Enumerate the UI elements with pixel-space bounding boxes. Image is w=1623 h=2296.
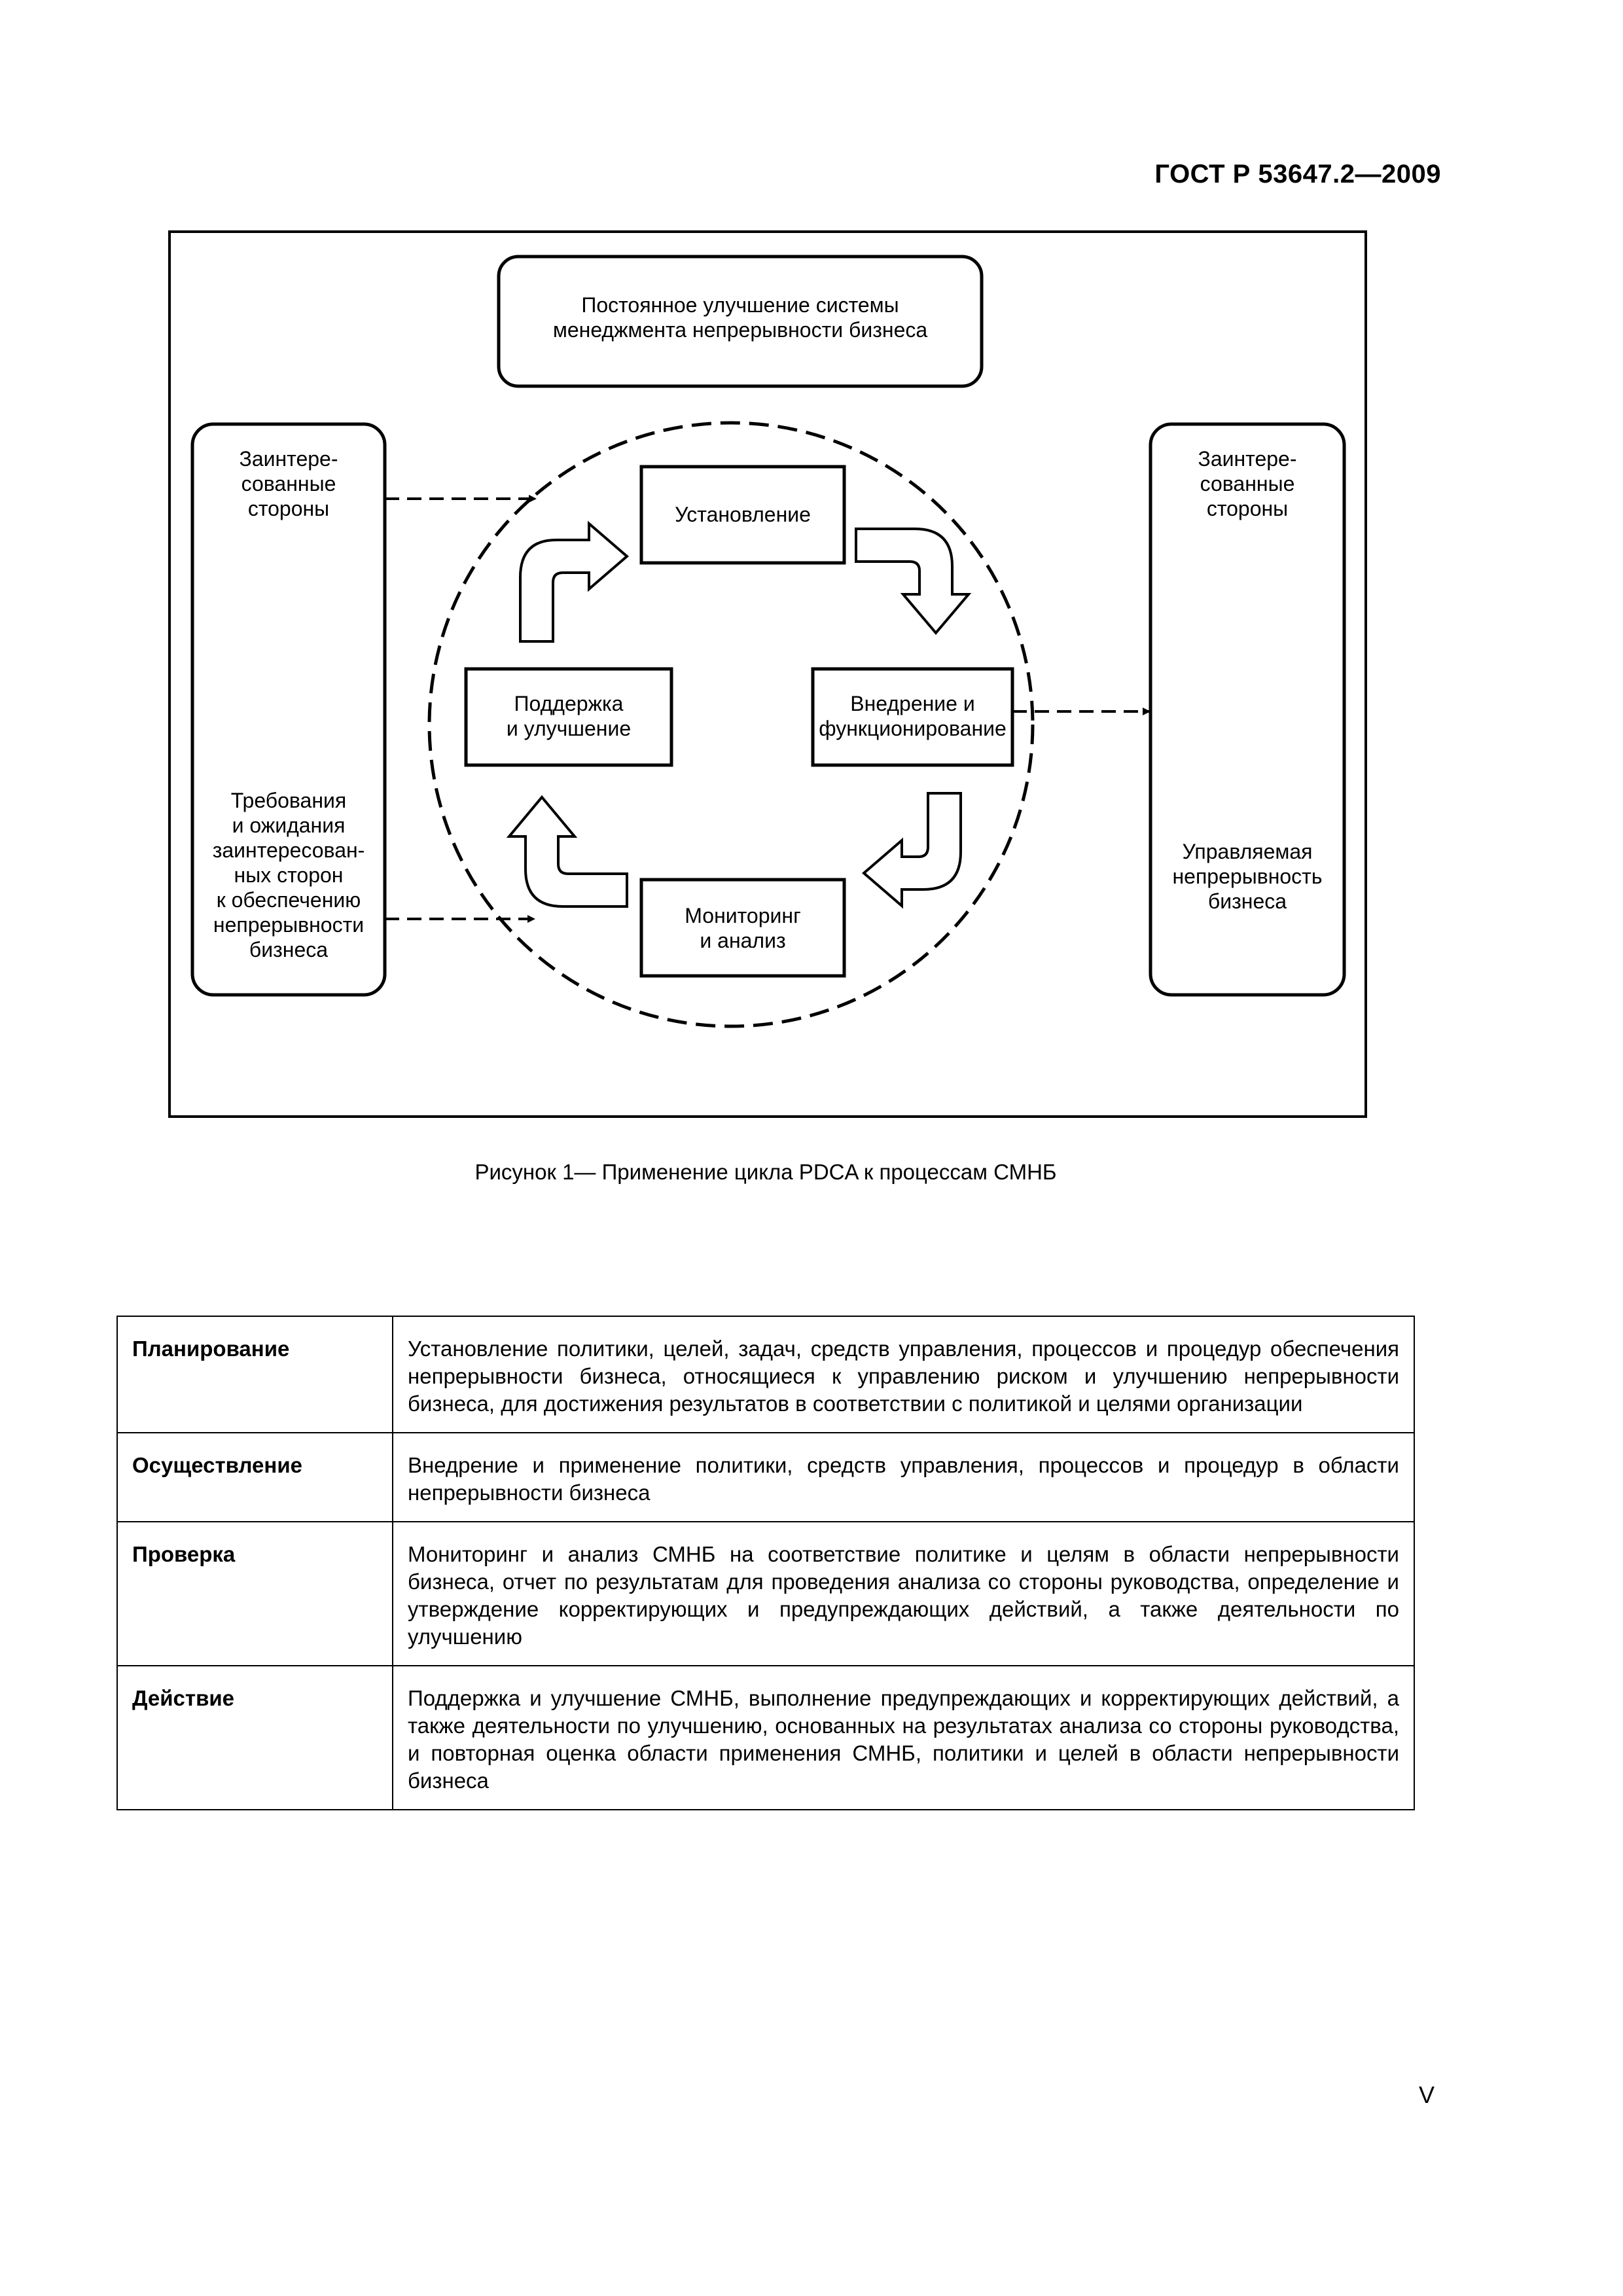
stage-name: Действие: [117, 1666, 393, 1810]
stage-description: Внедрение и применение политики, средств управления, процессов и процедур в области непрерывности бизнеса: [393, 1433, 1414, 1522]
stage-name: Проверка: [117, 1522, 393, 1666]
right-panel-top-label: Заинтере- сованные стороны: [1198, 447, 1297, 520]
table-row: [117, 1522, 1414, 1666]
page-number: V: [1418, 2081, 1435, 2108]
cycle-arrow-act-to-plan: [520, 524, 627, 641]
do-label: Внедрение и функционирование: [819, 692, 1007, 740]
right-panel-bottom-label: Управляемая непрерывность бизнеса: [1172, 840, 1323, 913]
figure-caption: Рисунок 1— Применение цикла PDCA к процессам СМНБ: [474, 1160, 1057, 1184]
table-row: [117, 1666, 1414, 1810]
stage-name: Планирование: [117, 1316, 393, 1433]
stage-description: Мониторинг и анализ СМНБ на соответствие политике и целям в области непрерывности бизнеса, отчет по результатам для проведения анализа со стороны руководства, определение и утверждение корректирующих и предупреждающих действий, а также деятельности по улучшению: [393, 1522, 1414, 1666]
act-label: Поддержка и улучшение: [506, 692, 632, 740]
document-code: ГОСТ Р 53647.2—2009: [1154, 160, 1441, 188]
pdca-table: [116, 1316, 1415, 1810]
table-row: [117, 1316, 1414, 1433]
check-label: Мониторинг и анализ: [685, 904, 801, 952]
left-panel-top-label: Заинтере- сованные стороны: [239, 447, 338, 520]
stage-name: Осуществление: [117, 1433, 393, 1522]
cycle-arrow-check-to-act: [509, 797, 627, 906]
stage-description: Поддержка и улучшение СМНБ, выполнение предупреждающих и корректирующих действий, а также деятельности по улучшению, основанных на результатах анализа со стороны руководства, и повторная оценка области применения СМНБ, политики и целей в области непрерывности бизнеса: [393, 1666, 1414, 1810]
plan-label: Установление: [675, 503, 811, 526]
cycle-arrow-plan-to-do: [856, 529, 969, 633]
cycle-arrow-do-to-check: [864, 793, 961, 906]
top-box-label: Постоянное улучшение системы менеджмента непрерывности бизнеса: [552, 293, 928, 342]
table-row: [117, 1433, 1414, 1522]
stage-description: Установление политики, целей, задач, средств управления, процессов и процедур обеспечения непрерывности бизнеса, относящиеся к управлению риском и улучшению непрерывности бизнеса, для достижения результатов в соответствии с политикой и целями организации: [393, 1316, 1414, 1433]
left-panel-bottom-label: Требования и ожидания заинтересован- ных сторон к обеспечению непрерывности бизнеса: [212, 789, 365, 961]
